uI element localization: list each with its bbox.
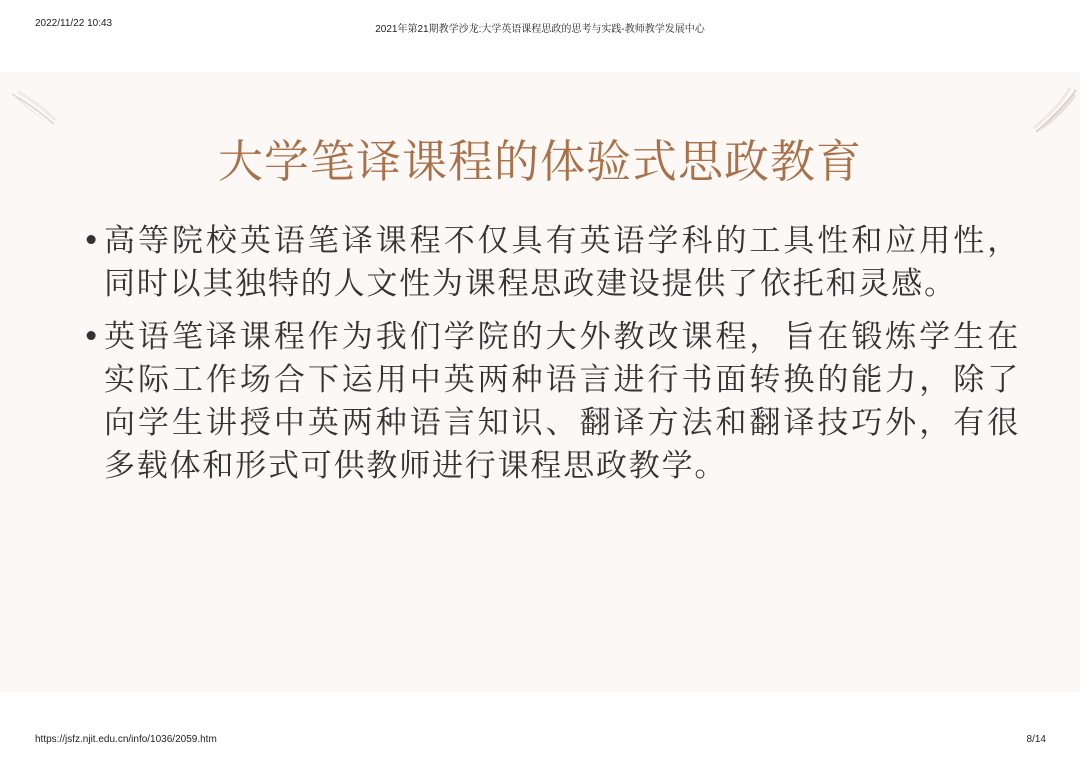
slide-title: 大学笔译课程的体验式思政教育 bbox=[217, 135, 862, 188]
print-document-title: 2021年第21期教学沙龙:大学英语课程思政的思考与实践-教师教学发展中心 bbox=[375, 24, 705, 35]
bullet-text: 高等院校英语笔译课程不仅具有英语学科的工具性和应用性，同时以其独特的人文性为课程思政建设提供了依托和灵感。 bbox=[104, 223, 1020, 302]
print-footer bbox=[0, 734, 1080, 750]
feather-right-icon bbox=[1010, 82, 1080, 142]
print-page-indicator: 8/14 bbox=[1026, 734, 1046, 745]
bullet-item bbox=[80, 316, 1020, 488]
bullet-item bbox=[80, 220, 1020, 306]
slide bbox=[0, 72, 1080, 692]
bullet-list bbox=[80, 220, 1020, 498]
bullet-text: 英语笔译课程作为我们学院的大外教改课程，旨在锻炼学生在实际工作场合下运用中英两种语言进行书面转换的能力，除了向学生讲授中英两种语言知识、翻译方法和翻译技巧外，有很多载体和形式可供教师进行课程思政教学。 bbox=[104, 319, 1020, 484]
print-header bbox=[0, 18, 1080, 34]
print-datetime: 2022/11/22 10:43 bbox=[35, 18, 113, 29]
feather-left-icon bbox=[8, 82, 78, 142]
bullet-dot-icon: • bbox=[82, 319, 103, 355]
print-url: https://jsfz.njit.edu.cn/info/1036/2059.htm bbox=[35, 734, 217, 745]
bullet-dot-icon: • bbox=[82, 223, 103, 259]
